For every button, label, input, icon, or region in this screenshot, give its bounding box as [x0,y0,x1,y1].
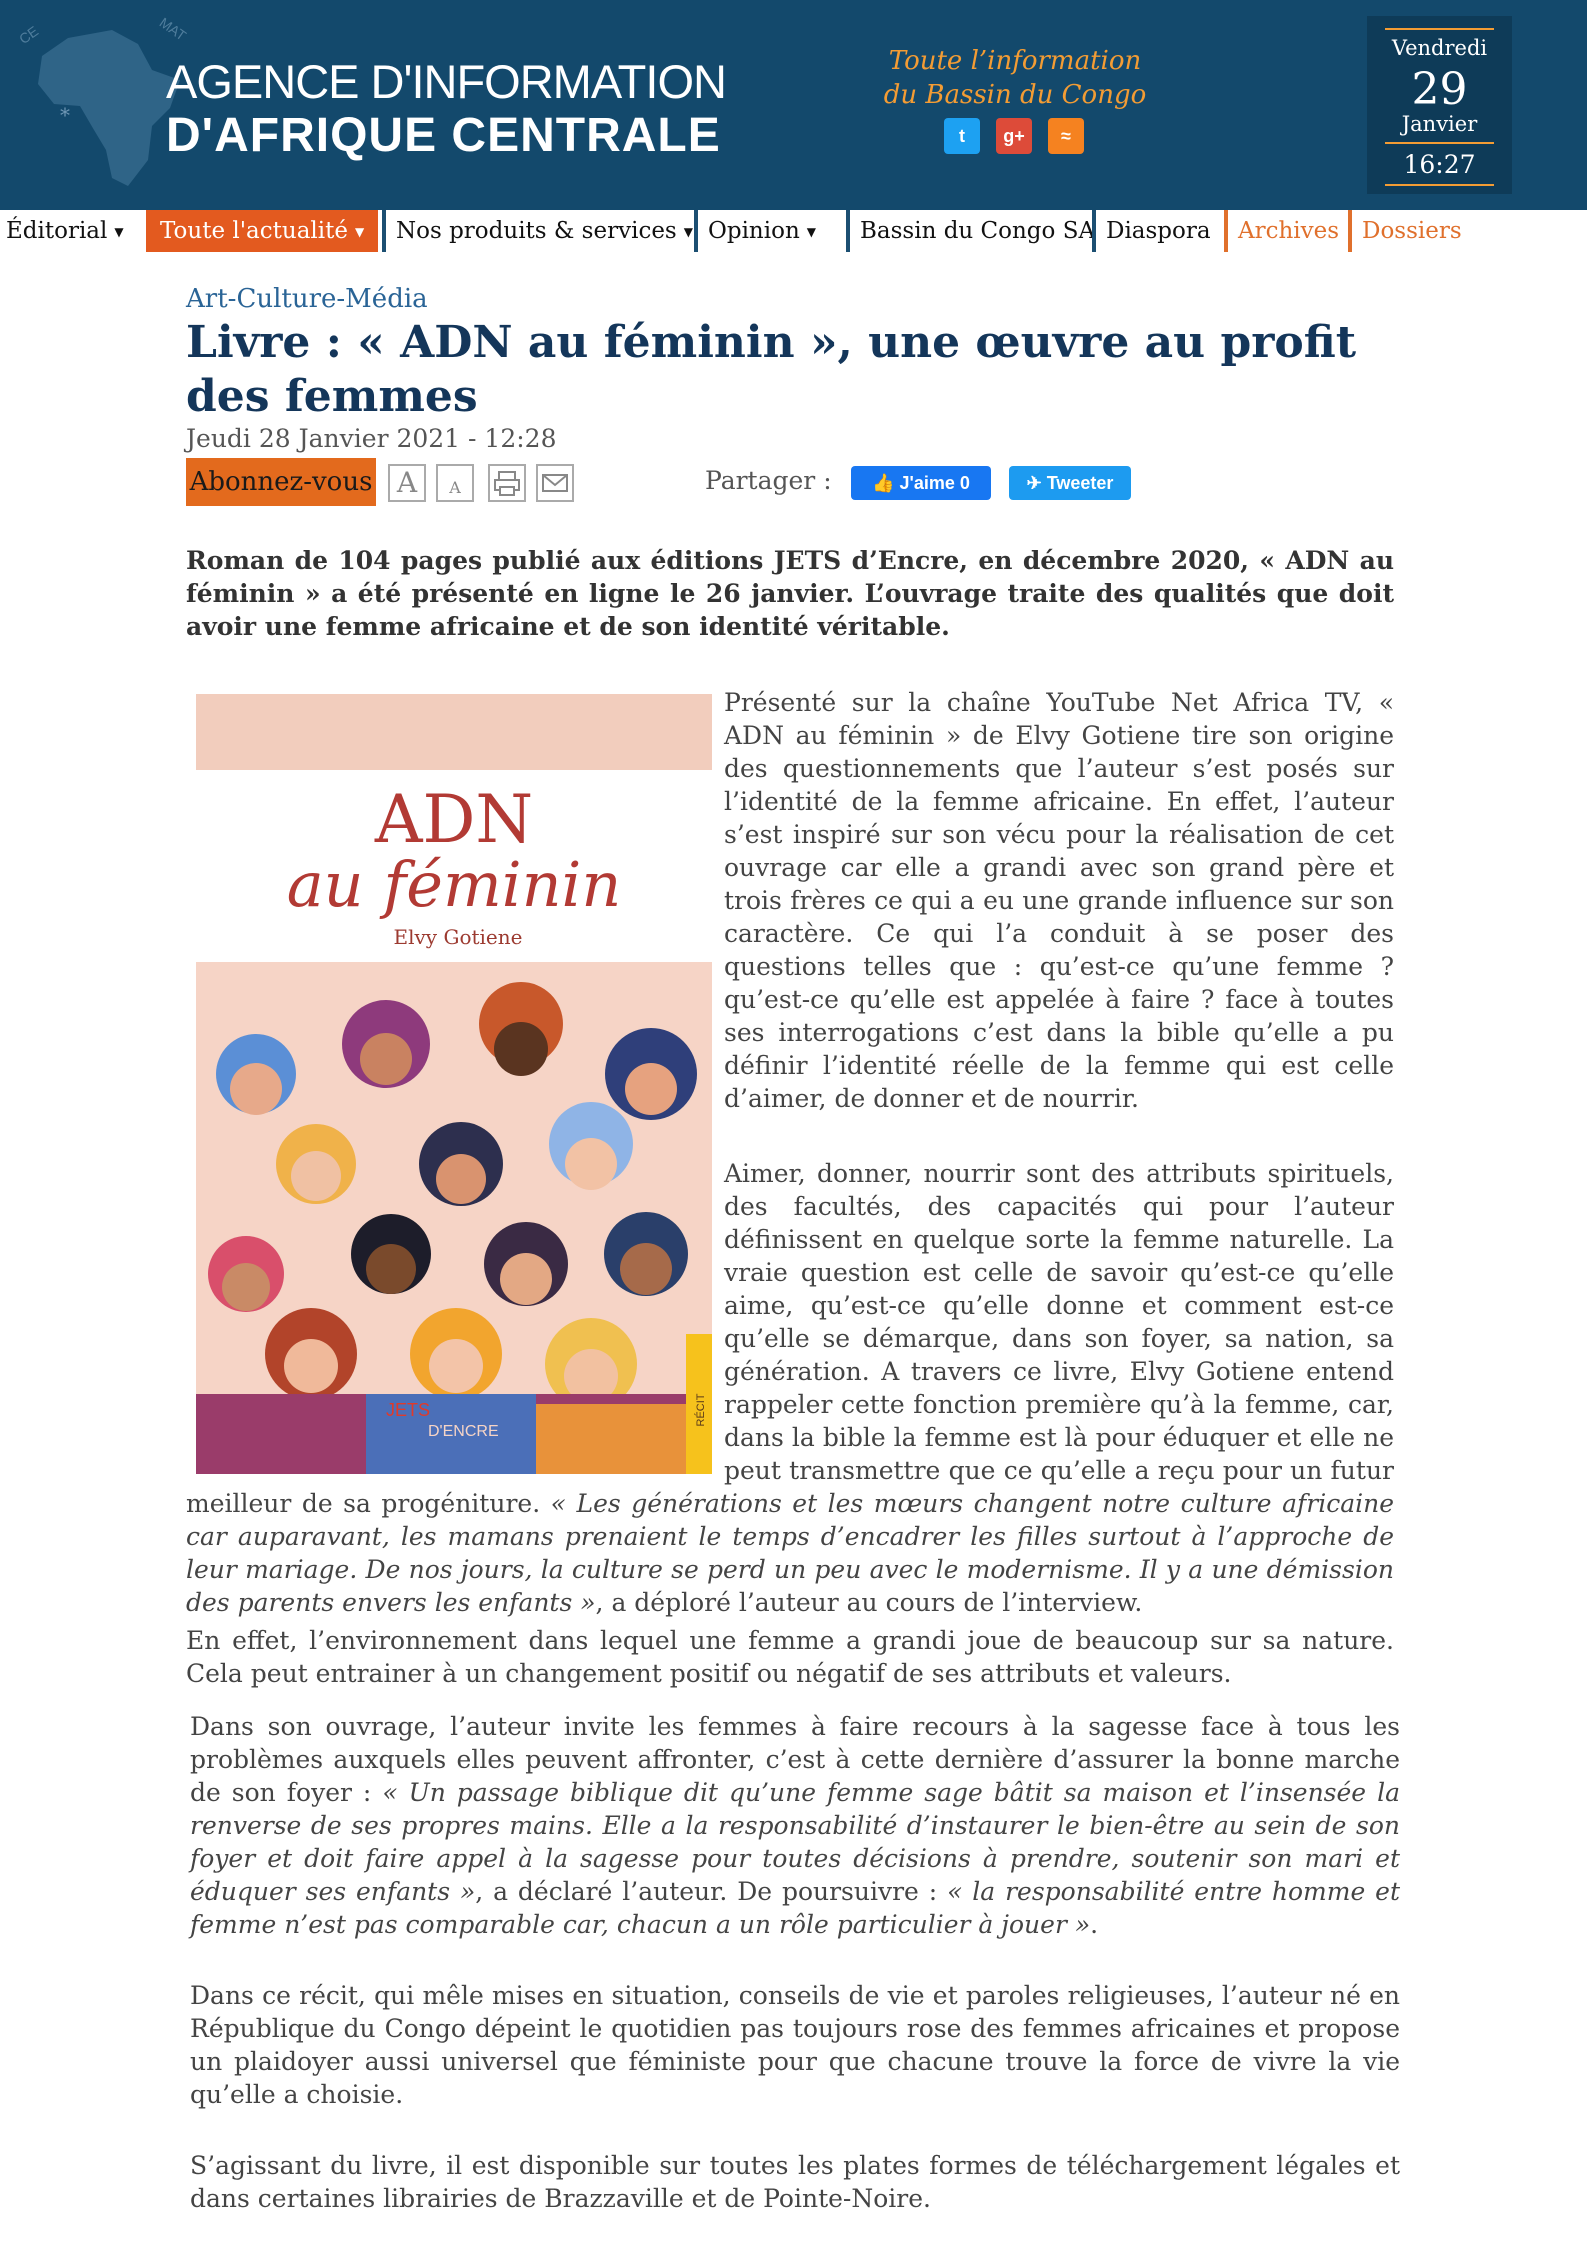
svg-text:*: * [60,103,70,127]
cover-title-line-1: ADN [374,781,534,858]
twitter-glyph: t [959,125,965,146]
paragraph-6: S’agissant du livre, il est disponible sur toutes les plates formes de téléchargement légales et dans certaines librairies de Brazzaville et de Pointe-Noire. [190,2151,1400,2213]
date-box-bottom-line [1385,184,1494,186]
date-box [1367,16,1512,194]
cover-publisher-line-2: D'ENCRE [428,1423,499,1440]
svg-text:MAT: MAT [156,14,190,44]
tagline-line-1: Toute l’information [888,46,1142,76]
nav-label: Toute l'actualité [160,218,348,244]
print-icon[interactable] [488,464,526,502]
cover-publisher-line-1: JETS [386,1400,431,1420]
tweet-button[interactable] [1009,466,1131,500]
cover-spine-label: RÉCIT [695,1393,707,1427]
logo-line-1[interactable]: AGENCE D'INFORMATION [166,55,726,108]
article-body [186,686,1394,1659]
nav-item-archives[interactable] [1224,210,1339,252]
paragraph-4 [190,1710,1400,1941]
nav-item-dossiers[interactable] [1348,210,1462,252]
africa-map-icon [15,10,190,200]
facebook-like-button[interactable] [851,466,991,500]
paragraph-3: En effet, l’environnement dans lequel une femme a grandi joue de beaucoup sur sa nature. Cela peut entrainer à un changement positif ou négatif de ses attributs et valeurs. [186,1626,1394,1688]
twitter-bird-icon: ✈ [1026,473,1042,493]
article-category[interactable]: Art-Culture-Média [186,284,428,314]
chevron-down-icon: ▼ [806,225,816,239]
paragraph-4-b: , a déclaré l’auteur. De poursuivre : [475,1877,948,1906]
paragraph-2-quote: « Les générations et les mœurs changent notre culture africaine car auparavant, les mamans prenaient le temps d’encadrer les filles surtout à l’approche de leur mariage. De nos jours, la culture se perd un peu avec le modernisme. Il y a une démission des parents envers les enfants » [186,1489,1394,1617]
facebook-like-label: J'aime 0 [899,473,970,493]
cover-title-line-2: au féminin [286,848,622,921]
email-icon[interactable] [536,464,574,502]
date-time: 16:27 [1403,150,1476,179]
nav-label: Éditorial [6,218,108,244]
twitter-icon[interactable] [944,118,980,154]
article-lead: Roman de 104 pages publié aux éditions JETS d’Encre, en décembre 2020, « ADN au féminin » a été présenté en ligne le 26 janvier. L’ouvrage traite des qualités que doit avoir une femme africaine et de son identité véritable. [186,546,1394,641]
date-box-top-line [1385,28,1494,30]
book-cover-image [196,694,712,1474]
paragraph-4-c: . [1090,1910,1099,1939]
site-header [0,0,1587,210]
social-links [944,118,1084,154]
tweet-label: Tweeter [1046,473,1114,493]
nav-label: Opinion [708,218,800,244]
thumbs-up-icon: 👍 [872,473,895,493]
paragraph-4-quote-1: « Un passage biblique dit qu’une femme sage bâtit sa maison et l’insensée la renverse de ses propres mains. Elle a la responsabilité d’instaurer le bien-être au sein de son foyer et doit faire appel à la sagesse pour toutes décisions à prendre, soutenir son mari et éduquer ses enfants » [190,1778,1400,1906]
nav-item-diaspora[interactable] [1092,210,1211,252]
nav-item-produits-services[interactable] [382,210,693,252]
article-title: Livre : « ADN au féminin », une œuvre au profit des femmes [186,317,1357,422]
google-plus-icon[interactable] [996,118,1032,154]
share-label: Partager : [705,466,832,495]
nav-label: Archives [1238,218,1340,244]
paragraph-4-quote-2: « la responsabilité entre homme et femme n’est pas comparable car, chacun a un rôle particulier à jouer » [190,1877,1400,1939]
nav-item-opinion[interactable] [694,210,816,252]
paragraph-4-a: Dans son ouvrage, l’auteur invite les femmes à faire recours à la sagesse face à tous les problèmes auxquels elles peuvent affronter, c’est à cette dernière d’assurer la bonne marche de son foyer : [190,1712,1400,1807]
tagline-line-2: du Bassin du Congo [883,80,1147,110]
paragraph-2-text: Aimer, donner, nourrir sont des attributs spirituels, des facultés, des capacités qui pour l’auteur définissent en quelque sorte la femme naturelle. La vraie question est celle de savoir qu’est-ce qu’elle aime, qu’est-ce qu’elle donne et comment est-ce qu’elle se démarque, dans son foyer, sa nation, sa génération. A travers ce livre, Elvy Gotiene entend rappeler cette fonction première qu’à la femme, car, dans la bible la femme est là pour éduquer et elle ne peut transmettre que ce qu’elle a reçu pour un futur meilleur de sa progéniture. [186,1159,1394,1518]
rss-icon[interactable] [1048,118,1084,154]
date-weekday: Vendredi [1391,36,1488,60]
article-date: Jeudi 28 Janvier 2021 - 12:28 [186,424,557,453]
nav-label: Dossiers [1362,218,1462,244]
date-month: Janvier [1401,112,1478,136]
chevron-down-icon: ▼ [683,225,693,239]
chevron-down-icon: ▼ [114,225,124,239]
nav-item-bassin-du-congo[interactable] [846,210,1095,252]
chevron-down-icon: ▼ [355,225,365,239]
subscribe-button[interactable]: Abonnez-vous [186,458,376,506]
google-plus-glyph: g+ [1003,125,1025,146]
nav-label: Diaspora [1106,218,1211,244]
article-body-continued [190,1710,1400,2253]
nav-label: Nos produits & services [396,218,677,244]
paragraph-2-end: , a déploré l’auteur au cours de l’interview. [595,1588,1143,1617]
font-decrease-icon[interactable]: A [436,464,474,502]
paragraph-1: Présenté sur la chaîne YouTube Net Africa TV, « ADN au féminin » de Elvy Gotiene tire son origine des questionnements que l’auteur s’est posés sur l’identité de la femme africaine. En effet, l’auteur s’est inspiré sur son vécu pour la réalisation de cet ouvrage car elle a grandi avec son grand père et trois frères ce qui a eu une grande influence sur son caractère. Ce qui l’a conduit à se poser des questions telles que : qu’est-ce qu’une femme ? qu’est-ce qu’elle est appelée à faire ? face à toutes ses interrogations c’est dans la bible qu’elle a pu définir l’identité réelle de la femme qui est celle d’aimer, de donner et de nourrir. [724,688,1394,1113]
main-nav [0,210,1587,252]
tagline [870,44,1160,112]
date-day: 29 [1411,64,1468,115]
nav-label: Bassin du Congo SA [860,218,1096,244]
date-box-middle-line [1385,142,1494,144]
font-increase-icon[interactable]: A [388,464,426,502]
cover-author: Elvy Gotiene [393,925,523,949]
paragraph-5: Dans ce récit, qui mêle mises en situation, conseils de vie et paroles religieuses, l’auteur né en République du Congo dépeint le quotidien pas toujours rose des femmes africaines et propose un plaidoyer aussi universel que féministe pour que chacune trouve la force de vivre la vie qu’elle a choisie. [190,1981,1400,2109]
nav-item-editorial[interactable] [6,210,124,252]
nav-item-toute-actualite[interactable] [146,210,378,252]
logo-line-2[interactable]: D'AFRIQUE CENTRALE [166,109,721,162]
rss-glyph: ≈ [1061,125,1071,146]
svg-text:CE: CE [15,22,42,48]
